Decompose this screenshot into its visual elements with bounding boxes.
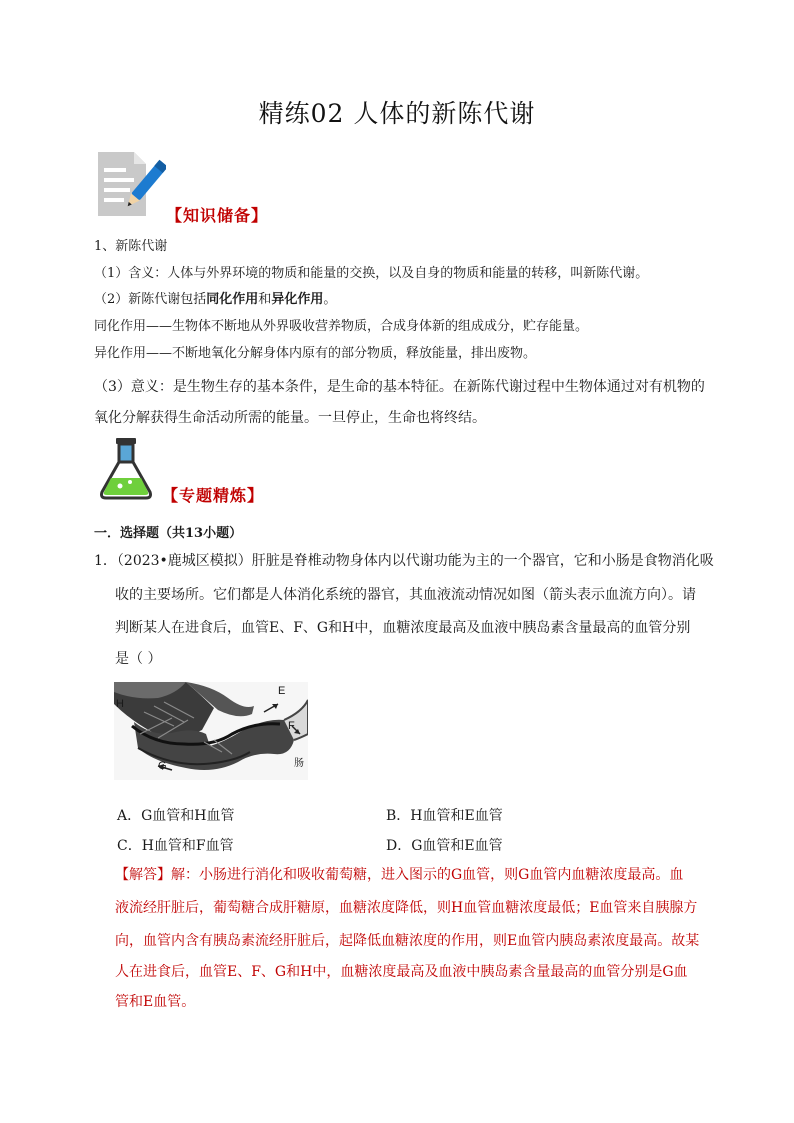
option-c[interactable]: C．H血管和F血管 xyxy=(117,838,234,854)
practice-subheading: 一．选择题（共13小题） xyxy=(94,526,243,541)
option-b[interactable]: B．H血管和E血管 xyxy=(386,808,503,824)
question-1-line-2: 收的主要场所。它们都是人体消化系统的器官，其血液流动情况如图（箭头表示血流方向）。请 xyxy=(115,587,696,603)
question-1-line-3: 判断某人在进食后，血管E、F、G和H中，血糖浓度最高及血液中胰岛素含量最高的血管分别 xyxy=(115,620,691,636)
term-anabolism: 同化作用 xyxy=(206,292,259,307)
figure-label-e: E xyxy=(278,685,286,697)
figure-label-f: F xyxy=(288,720,295,732)
liver-intestine-figure xyxy=(114,682,308,780)
line2-prefix: （2）新陈代谢包括 xyxy=(94,292,207,307)
figure-label-intestine: 肠 xyxy=(294,758,304,769)
figure-label-g: G xyxy=(158,760,167,772)
knowledge-line-5a: （3）意义：是生物生存的基本条件，是生命的基本特征。在新陈代谢过程中生物体通过对有机物的 xyxy=(94,379,705,395)
knowledge-heading: 1、新陈代谢 xyxy=(94,239,168,254)
knowledge-line-3: 同化作用——生物体不断地从外界吸收营养物质，合成身体新的组成成分，贮存能量。 xyxy=(94,319,589,334)
knowledge-line-5b: 氧化分解获得生命活动所需的能量。一旦停止，生命也将终结。 xyxy=(94,410,486,426)
question-1-line-4: 是（ ） xyxy=(115,651,162,667)
answer-line-1-text: 解：小肠进行消化和吸收葡萄糖，进入图示的G血管，则G血管内血糖浓度最高。血 xyxy=(171,867,684,883)
knowledge-line-1: （1）含义：人体与外界环境的物质和能量的交换，以及自身的物质和能量的转移，叫新陈代谢。 xyxy=(94,266,649,281)
answer-line-5: 管和E血管。 xyxy=(115,994,196,1010)
question-1-line-1: 1．（2023•鹿城区模拟）肝脏是脊椎动物身体内以代谢功能为主的一个器官，它和小肠是食物消化吸 xyxy=(94,553,714,569)
line2-end: 。 xyxy=(323,292,337,307)
line2-and: 和 xyxy=(258,292,272,307)
answer-line-1 xyxy=(115,861,683,890)
section-header-knowledge: 【知识储备】 xyxy=(166,206,269,225)
knowledge-line-4: 异化作用——不断地氧化分解身体内原有的部分物质，释放能量，排出废物。 xyxy=(94,346,537,361)
option-a[interactable]: A．G血管和H血管 xyxy=(117,808,235,824)
figure-label-h: H xyxy=(116,698,124,710)
section-header-practice: 【专题精炼】 xyxy=(162,486,265,505)
answer-tag: 【解答】 xyxy=(115,867,171,883)
flask-icon xyxy=(98,436,154,502)
term-catabolism: 异化作用 xyxy=(271,292,324,307)
document-pen-icon xyxy=(94,150,166,218)
answer-line-2: 液流经肝脏后，葡萄糖合成肝糖原，血糖浓度降低，则H血管血糖浓度最低；E血管来自胰腺方 xyxy=(115,900,698,916)
page-title: 精练02 人体的新陈代谢 xyxy=(258,99,536,128)
option-d[interactable]: D．G血管和E血管 xyxy=(386,838,503,854)
answer-line-4: 人在进食后，血管E、F、G和H中，血糖浓度最高及血液中胰岛素含量最高的血管分别是G血 xyxy=(115,964,688,980)
knowledge-line-2 xyxy=(94,290,336,310)
answer-line-3: 向，血管内含有胰岛素流经肝脏后，起降低血糖浓度的作用，则E血管内胰岛素浓度最高。故某 xyxy=(115,933,700,949)
